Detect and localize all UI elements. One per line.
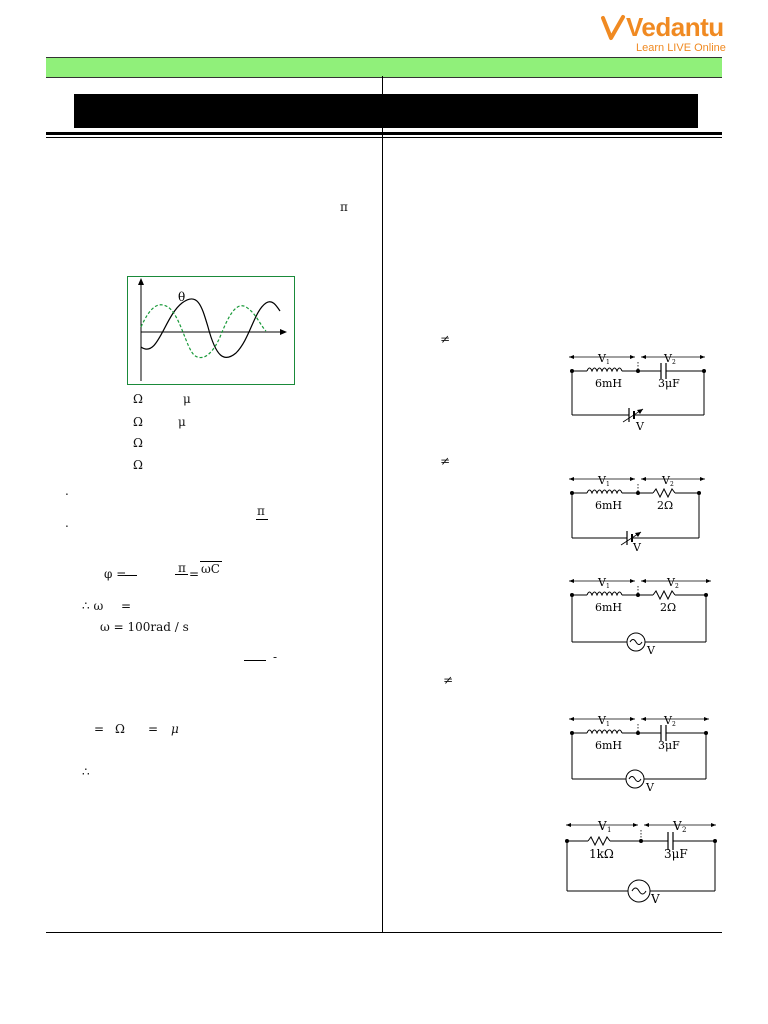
svg-text:V: V <box>633 541 641 554</box>
circuit-3 <box>565 573 715 658</box>
header-bar <box>46 57 722 78</box>
r-equals: = <box>94 722 105 736</box>
svg-text:V: V <box>673 819 682 833</box>
svg-text:V: V <box>598 819 607 833</box>
solid-curve <box>141 299 280 358</box>
svg-text:V: V <box>598 576 606 589</box>
c-mu: μ <box>171 722 179 736</box>
svg-text:2: 2 <box>670 481 674 488</box>
pi-symbol: π <box>340 200 348 214</box>
svg-text:6mH: 6mH <box>595 377 623 390</box>
svg-text:V: V <box>667 576 675 589</box>
equals-sign-2: = <box>121 599 132 613</box>
option-3-ohm: Ω <box>133 436 143 450</box>
circuit-4 <box>565 711 715 793</box>
option-1-ohm: Ω <box>133 392 143 406</box>
logo-wordmark: Vedantu <box>626 12 724 42</box>
fraction-bar <box>256 519 268 520</box>
svg-text:1: 1 <box>606 481 610 488</box>
equals-sign: = <box>189 567 200 581</box>
bullet-dot-2: . <box>65 516 69 530</box>
svg-text:V: V <box>598 352 606 365</box>
svg-text:2: 2 <box>675 583 679 590</box>
svg-text:6mH: 6mH <box>595 499 623 512</box>
svg-text:V: V <box>664 352 672 365</box>
svg-text:V: V <box>651 892 660 906</box>
vedantu-logo <box>600 12 730 56</box>
svg-text:3μF: 3μF <box>664 847 688 861</box>
svg-text:2Ω: 2Ω <box>657 499 674 512</box>
omega-c: ωC <box>201 562 220 576</box>
column-divider <box>382 76 383 932</box>
svg-text:6mH: 6mH <box>595 739 623 752</box>
option-2-ohm: Ω <box>133 415 143 429</box>
svg-text:V: V <box>598 714 606 727</box>
pi-fraction: π <box>178 561 186 575</box>
svg-text:1: 1 <box>606 721 610 728</box>
not-equal-3: ≠ <box>443 673 454 687</box>
waveform-graph <box>127 276 295 385</box>
not-equal-1: ≠ <box>440 332 451 346</box>
theta-label: θ <box>178 290 186 304</box>
logo-mark-icon <box>600 14 626 42</box>
svg-text:V: V <box>598 474 606 487</box>
circuit-5 <box>562 815 720 910</box>
svg-text:V: V <box>636 420 644 432</box>
title-band <box>74 94 698 128</box>
svg-text:1: 1 <box>607 826 612 834</box>
svg-text:2: 2 <box>672 359 676 366</box>
bullet-dot-1: . <box>65 484 69 498</box>
svg-text:6mH: 6mH <box>595 601 623 614</box>
option-1-mu: μ <box>183 392 191 406</box>
circuit-1 <box>565 350 715 432</box>
svg-text:3μF: 3μF <box>658 377 680 390</box>
therefore-omega: ∴ ω <box>82 599 104 613</box>
c-equals: = <box>148 722 159 736</box>
minus-superscript: - <box>273 650 278 664</box>
svg-text:1: 1 <box>606 359 610 366</box>
therefore-symbol: ∴ <box>82 765 90 779</box>
header-rule-thin <box>46 137 722 138</box>
svg-text:V: V <box>646 781 654 793</box>
svg-text:V: V <box>662 474 670 487</box>
not-equal-2: ≠ <box>440 454 451 468</box>
svg-text:1kΩ: 1kΩ <box>589 847 614 861</box>
pi-fraction-bar <box>175 574 188 575</box>
svg-text:2Ω: 2Ω <box>660 601 677 614</box>
svg-text:2: 2 <box>672 721 676 728</box>
svg-text:V: V <box>664 714 672 727</box>
svg-text:V: V <box>647 644 655 657</box>
circuit-2 <box>565 472 715 554</box>
footer-rule <box>46 932 722 933</box>
svg-text:3μF: 3μF <box>658 739 680 752</box>
option-4-ohm: Ω <box>133 458 143 472</box>
option-2-mu: μ <box>178 415 186 429</box>
r-ohm: Ω <box>115 722 125 736</box>
phi-equation: φ = <box>104 567 127 581</box>
fraction-bar-2 <box>244 660 266 661</box>
pi-numerator: π <box>257 504 265 518</box>
phi-fraction-bar <box>125 575 137 576</box>
svg-text:1: 1 <box>606 583 610 590</box>
omega-value: ω = 100rad / s <box>100 620 189 634</box>
logo-tagline: Learn LIVE Online <box>636 42 726 54</box>
waveform-plot <box>128 277 294 384</box>
svg-text:2: 2 <box>682 826 687 834</box>
header-rule <box>46 132 722 135</box>
